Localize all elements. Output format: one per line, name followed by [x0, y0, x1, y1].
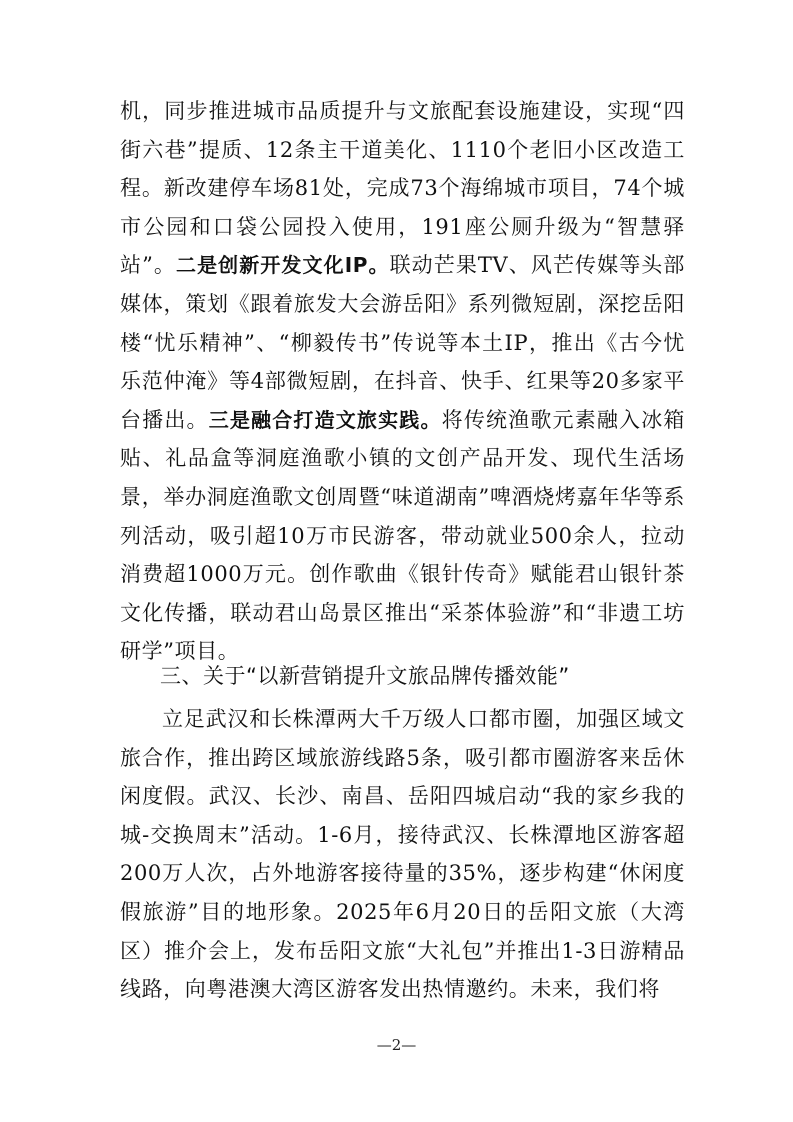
body-paragraph-2: 立足武汉和长株潭两大千万级人口都市圈，加强区域文旅合作，推出跨区域旅游线路5条，吸引都市圈游客来岳休闲度假。武汉、长沙、南昌、岳阳四城启动“我的家乡我的城-交换周末”活动。1-6月，接待武汉、长株潭地区游客超200万人次，占外地游客接待量的35%，逐步构建“休闲度假旅游”目的地形象。2025年6月20日的岳阳文旅（大湾区）推介会上，发布岳阳文旅“大礼包”并推出1-3日游精品线路，向粤港澳大湾区游客发出热情邀约。未来，我们将: [120, 707, 685, 1002]
bold-point-three: 三是融合打造文旅实践。: [208, 407, 442, 432]
page-number: —2—: [376, 1036, 417, 1054]
body-paragraph-1: [120, 92, 685, 671]
paragraph-1-text-b: 联动芒果TV、风芒传媒等头部媒体，策划《跟着旅发大会游岳阳》系列微短剧，深挖岳阳楼“忧乐精神”、“柳毅传书”传说等本土IP，推出《古今忧乐范仲淹》等4部微短剧，在抖音、快手、红果等20多家平台播出。: [120, 253, 685, 432]
section-heading: 三、关于“以新营销提升文旅品牌传播效能”: [160, 664, 570, 688]
bold-point-two: 二是创新开发文化IP。: [176, 253, 390, 278]
paragraph-1-text-a: 机，同步推进城市品质提升与文旅配套设施建设，实现“四街六巷”提质、12条主干道美化、1110个老旧小区改造工程。新改建停车场81处，完成73个海绵城市项目，74个城市公园和口袋公园投入使用，191座公厕升级为“智慧驿站”。: [120, 99, 685, 278]
paragraph-1-text-c: 将传统渔歌元素融入冰箱贴、礼品盒等洞庭渔歌小镇的文创产品开发、现代生活场景，举办洞庭渔歌文创周暨“味道湖南”啤酒烧烤嘉年华等系列活动，吸引超10万市民游客，带动就业500余人，拉动消费超1000万元。创作歌曲《银针传奇》赋能君山银针茶文化传播，联动君山岛景区推出“采茶体验游”和“非遗工坊研学”项目。: [120, 407, 685, 664]
